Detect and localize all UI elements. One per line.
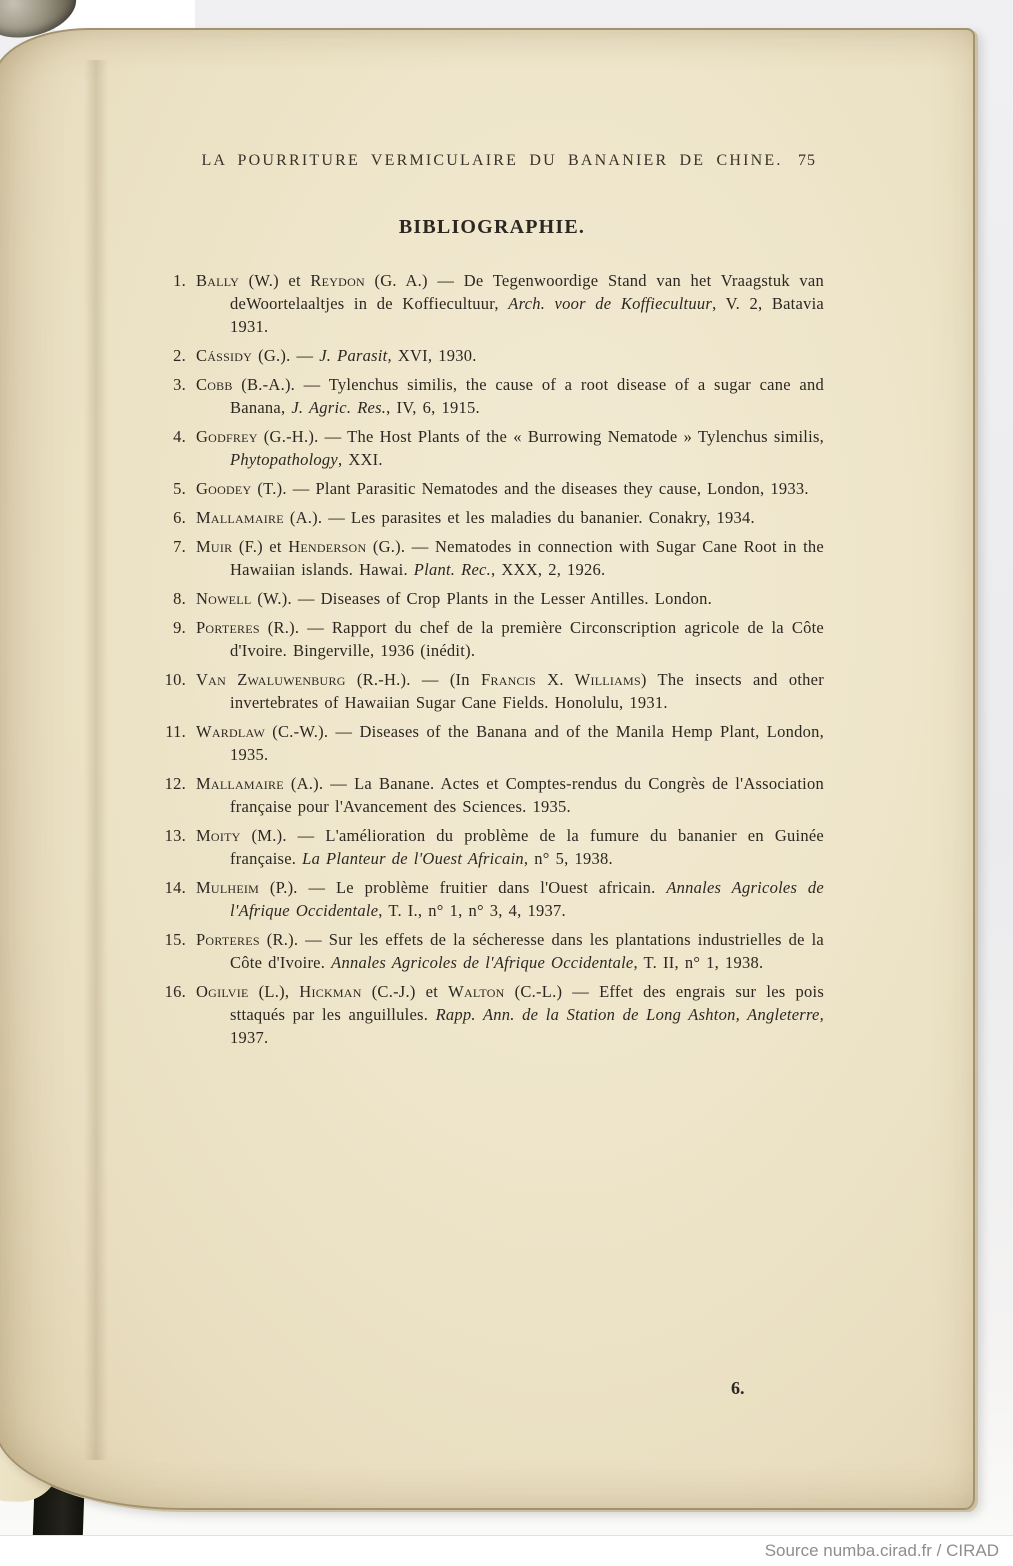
entry-text: (B.-A.). — Tylenchus similis, the cause of a root disease of a sugar cane and Banana, <box>230 375 824 417</box>
journal-title: Phytopathology <box>230 450 338 469</box>
entry-number: 10. <box>164 670 186 689</box>
entry-text: , T. II, n° 1, 1938. <box>633 953 764 972</box>
entry-text: (P.). — Le problème fruitier dans l'Ouest africain. <box>259 878 667 897</box>
entry-number: 4. <box>173 427 186 446</box>
bibliography-entry <box>160 425 824 471</box>
author-name: Ogilvie <box>196 982 249 1001</box>
entry-text: (M.). — L'amélioration du problème de la fumure du bananier en Guinée française. <box>230 826 824 868</box>
author-name: Wardlaw <box>196 722 266 741</box>
author-name: Mulheim <box>196 878 260 897</box>
scan-footer-bar <box>0 1535 1013 1566</box>
entry-text: (G.). — Nematodes in connection with Sugar Cane Root in the Hawaiian islands. Hawai. <box>230 537 824 579</box>
author-name: Cobb <box>196 375 233 394</box>
running-title: LA POURRITURE VERMICULAIRE DU BANANIER DE CHINE. <box>201 152 783 169</box>
bibliography-entry <box>160 373 824 419</box>
entry-number: 13. <box>164 826 186 845</box>
author-name: Moity <box>196 826 241 845</box>
entry-number: 6. <box>173 508 186 527</box>
bibliography-entry <box>160 506 824 529</box>
entry-text: , n° 5, 1938. <box>523 849 613 868</box>
entry-text: (C.-L.) — Effet des engrais sur les pois sttaqués par les anguillules. <box>230 982 825 1024</box>
section-title: BIBLIOGRAPHIE. <box>398 216 586 238</box>
author-name: Porteres <box>196 930 260 949</box>
entry-text: (C.-J.) et <box>361 982 449 1001</box>
entry-text: (L.), <box>248 982 300 1001</box>
entry-number: 16. <box>164 982 186 1001</box>
printed-content <box>160 30 824 1055</box>
entry-number: 1. <box>173 271 186 290</box>
entry-number: 2. <box>173 346 186 365</box>
entry-number: 7. <box>173 537 186 556</box>
entry-text: 1937. <box>230 1028 269 1047</box>
entry-number: 8. <box>173 589 186 608</box>
entry-number: 15. <box>164 930 186 949</box>
bibliography-entry <box>160 772 824 818</box>
author-name: Cássidy <box>196 346 253 365</box>
author-name: Hickman <box>299 982 362 1001</box>
entry-text: (A.). — Les parasites et les maladies du bananier. Conakry, 1934. <box>283 508 755 527</box>
author-name: Mallamaire <box>196 508 284 527</box>
entry-number: 12. <box>164 774 186 793</box>
bibliography-entry <box>160 720 824 766</box>
signature-mark: 6. <box>731 1378 745 1398</box>
entry-text: , XXX, 2, 1926. <box>491 560 606 579</box>
author-name: Muir <box>196 537 233 556</box>
folio-number: 75 <box>798 152 816 169</box>
entry-text: (F.) et <box>232 537 289 556</box>
entry-text: ) The insects and other invertebrates of Hawaiian Sugar Cane Fields. Honolulu, 1931. <box>230 670 825 712</box>
entry-text: (R.). — Sur les effets de la sécheresse dans les plantations industrielles de la Côte d'Ivoire. <box>230 930 824 972</box>
journal-title: J. Agric. Res. <box>291 398 387 417</box>
entry-number: 3. <box>173 375 186 394</box>
author-name: Goodey <box>196 479 252 498</box>
journal-title: Annales Agricoles de l'Afrique Occidentale <box>331 953 634 972</box>
source-attribution: Source numba.cirad.fr / CIRAD <box>764 1541 999 1560</box>
entry-text: , V. 2, Batavia 1931. <box>230 294 824 336</box>
entry-number: 5. <box>173 479 186 498</box>
bibliography-entry <box>160 928 824 974</box>
entry-text: (A.). — La Banane. Actes et Comptes-rendus du Congrès de l'Association française pour l'Avancement des Sciences. 1935. <box>230 774 824 816</box>
author-name: Reydon <box>310 271 365 290</box>
page-gutter-shadow <box>84 60 108 1460</box>
bibliography-entry <box>160 824 824 870</box>
bibliography-entry <box>160 587 824 610</box>
bibliography-entry <box>160 980 824 1049</box>
bibliography-entry <box>160 344 824 367</box>
scan-highlight <box>55 0 195 30</box>
entry-text: (G.-H.). — The Host Plants of the « Burrowing Nematode » Tylenchus similis, <box>257 427 824 446</box>
entry-number: 9. <box>173 618 186 637</box>
entry-text: XVI, 1930. <box>391 346 477 365</box>
book-page <box>0 28 975 1510</box>
author-name: Mallamaire <box>196 774 284 793</box>
journal-title: La Planteur de l'Ouest Africain <box>302 849 524 868</box>
bibliography-entry <box>160 535 824 581</box>
bibliography-entry <box>160 269 824 338</box>
author-name: Bally <box>196 271 240 290</box>
bibliography-entry <box>160 616 824 662</box>
entry-number: 11. <box>165 722 186 741</box>
entry-text: , T. I., n° 1, n° 3, 4, 1937. <box>378 901 566 920</box>
entry-text: , XXI. <box>337 450 383 469</box>
entry-text: (R.). — Rapport du chef de la première Circonscription agricole de la Côte d'Ivoire. Bingerville, 1936 (inédit). <box>230 618 824 660</box>
bibliography-entry <box>160 477 824 500</box>
author-name: Francis X. Williams <box>481 670 641 689</box>
entry-text: (C.-W.). — Diseases of the Banana and of the Manila Hemp Plant, London, 1935. <box>230 722 824 764</box>
journal-title: Plant. Rec. <box>413 560 491 579</box>
entry-text: (G. A.) — De Tegenwoordige Stand van het Vraagstuk van deWoortelaaltjes in de Koffiecultuur, <box>230 271 824 313</box>
entry-text: (W.) et <box>239 271 311 290</box>
running-header <box>160 152 824 170</box>
journal-title: Rapp. Ann. de la Station de Long Ashton, Angleterre, <box>435 1005 824 1024</box>
author-name: Henderson <box>288 537 367 556</box>
author-name: Godfrey <box>196 427 258 446</box>
bibliography-entry <box>160 668 824 714</box>
entry-text: (G.). — <box>252 346 320 365</box>
entry-text: , IV, 6, 1915. <box>386 398 480 417</box>
entry-text: (R.-H.). — (In <box>345 670 482 689</box>
journal-title: J. Parasit, <box>319 346 392 365</box>
entry-text: (T.). — Plant Parasitic Nematodes and the diseases they cause, London, 1933. <box>251 479 809 498</box>
entry-number: 14. <box>164 878 186 897</box>
journal-title: Annales Agricoles de l'Afrique Occidentale <box>230 878 824 920</box>
bibliography-list <box>160 269 824 1049</box>
author-name: Nowell <box>196 589 252 608</box>
journal-title: Arch. voor de Koffiecultuur <box>508 294 713 313</box>
author-name: Walton <box>448 982 505 1001</box>
bibliography-entry <box>160 876 824 922</box>
entry-text: (W.). — Diseases of Crop Plants in the Lesser Antilles. London. <box>251 589 712 608</box>
author-name: Porteres <box>196 618 260 637</box>
author-name: Van Zwaluwenburg <box>196 670 346 689</box>
